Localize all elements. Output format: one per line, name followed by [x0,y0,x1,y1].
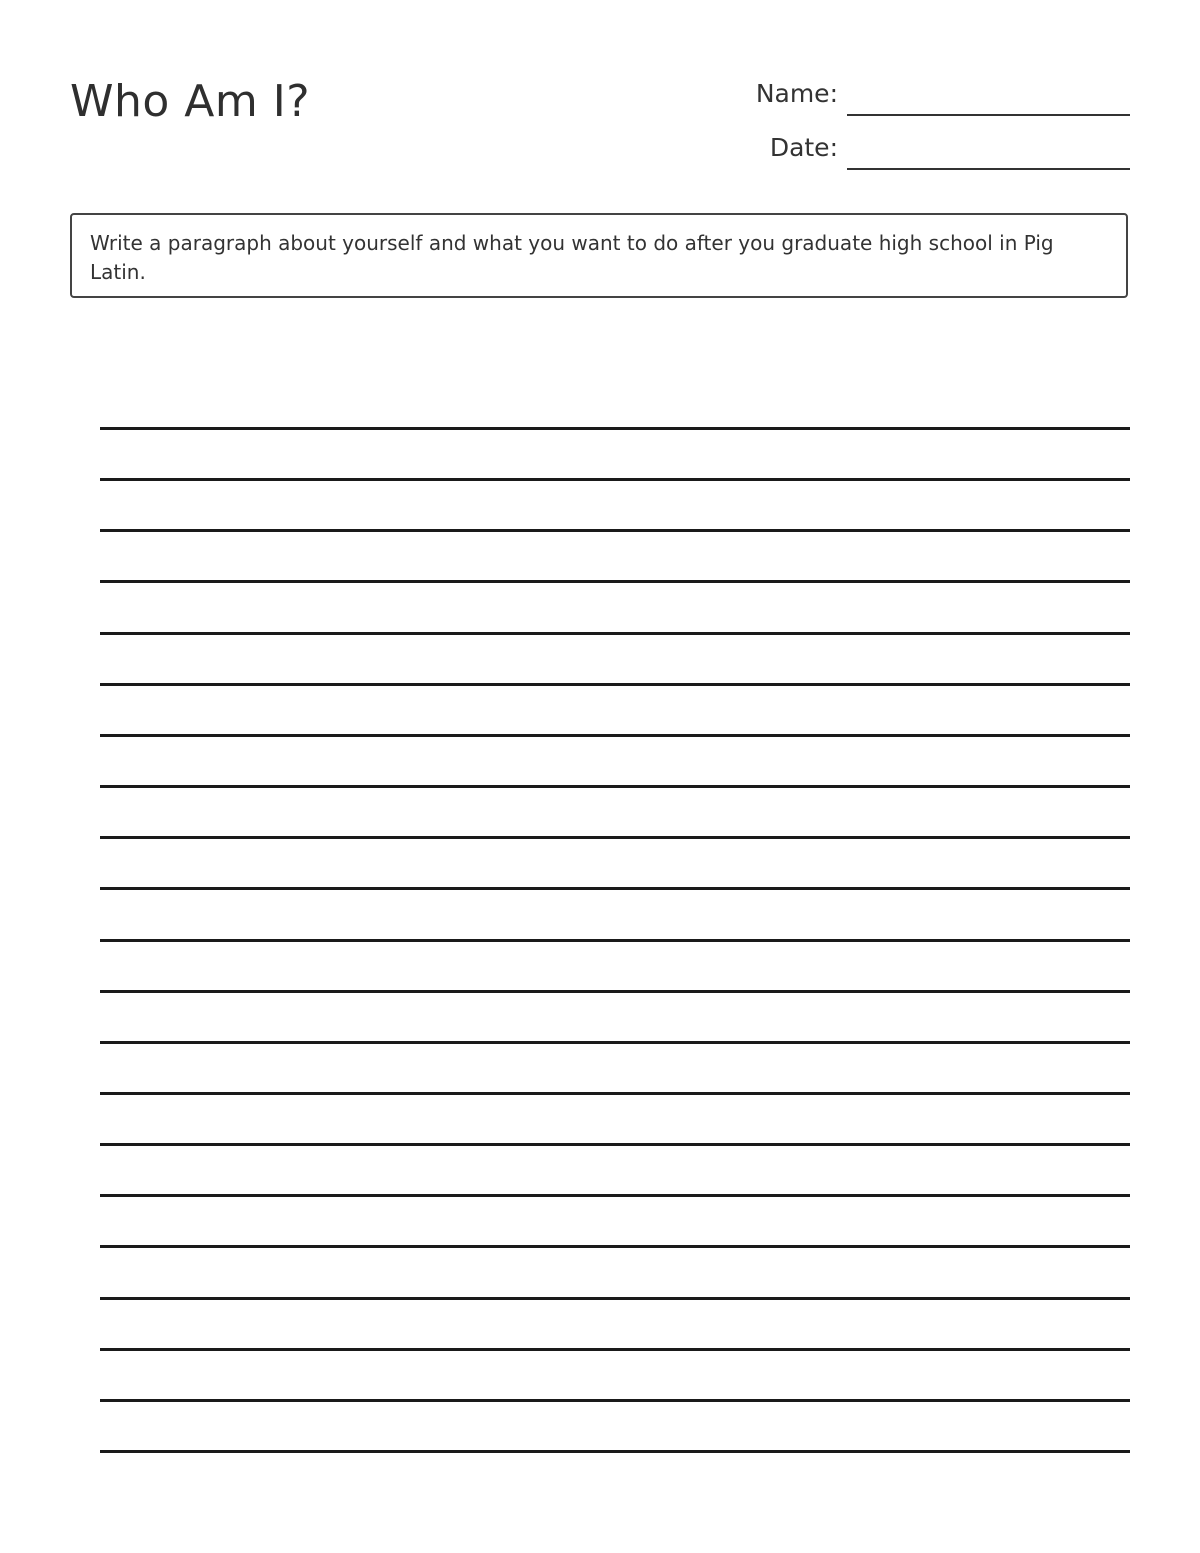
writing-line[interactable] [100,1297,1130,1300]
writing-line[interactable] [100,887,1130,890]
writing-line[interactable] [100,734,1130,737]
writing-line[interactable] [100,1143,1130,1146]
writing-line[interactable] [100,632,1130,635]
name-label: Name: [755,79,838,108]
writing-line[interactable] [100,939,1130,942]
writing-line[interactable] [100,683,1130,686]
writing-line[interactable] [100,836,1130,839]
writing-line[interactable] [100,478,1130,481]
writing-line[interactable] [100,427,1130,430]
writing-line[interactable] [100,1245,1130,1248]
worksheet-title: Who Am I? [70,76,311,127]
date-label: Date: [769,133,838,162]
writing-line[interactable] [100,1092,1130,1095]
writing-line[interactable] [100,529,1130,532]
writing-lines-area [100,0,1130,1553]
prompt-text: Write a paragraph about yourself and what you want to do after you graduate high school in Pig Latin. [90,231,1054,284]
writing-line[interactable] [100,785,1130,788]
writing-line[interactable] [100,990,1130,993]
writing-line[interactable] [100,1348,1130,1351]
writing-line[interactable] [100,1041,1130,1044]
writing-line[interactable] [100,1399,1130,1402]
writing-line[interactable] [100,1450,1130,1453]
writing-line[interactable] [100,1194,1130,1197]
writing-line[interactable] [100,580,1130,583]
